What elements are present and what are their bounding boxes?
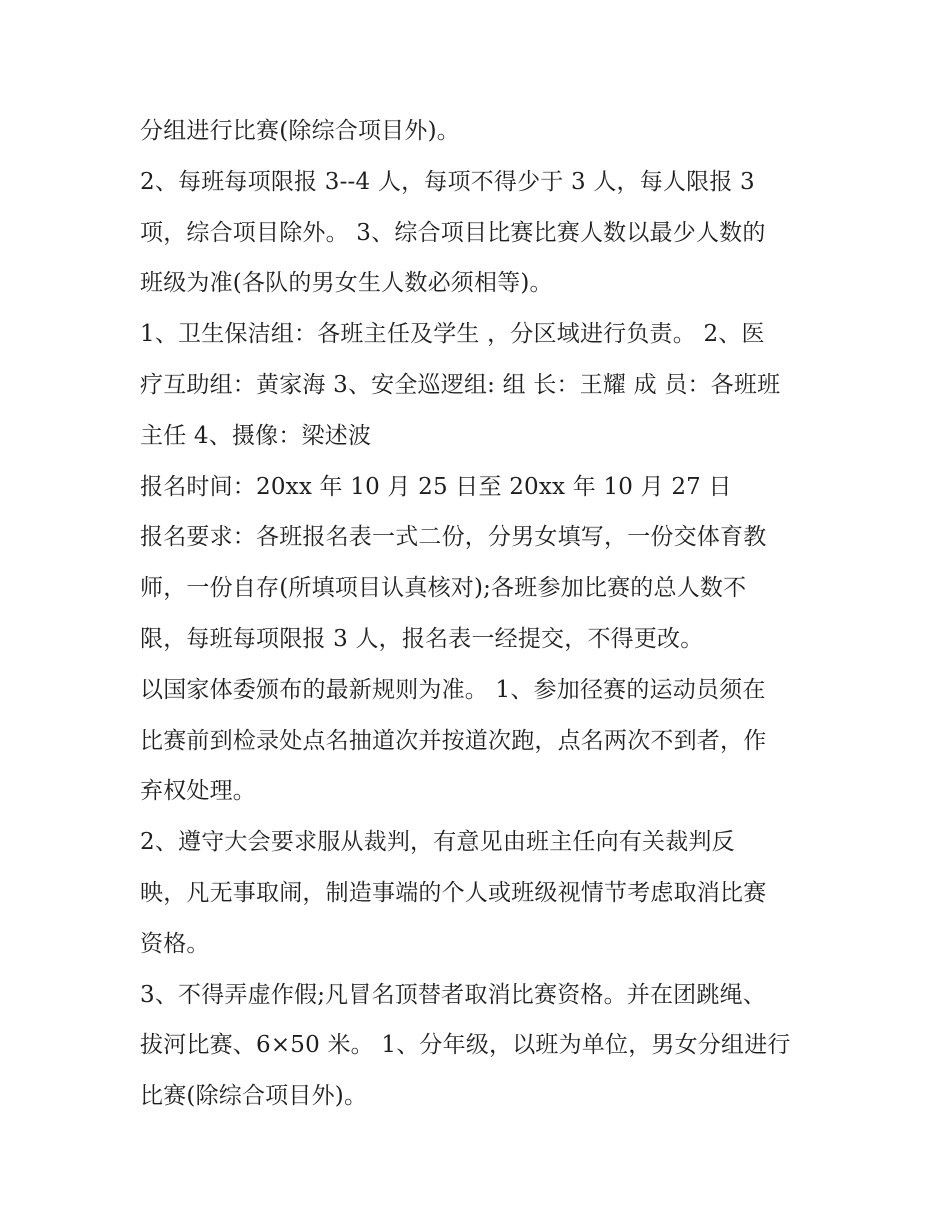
document-body [140,106,830,1122]
text-line: 3、不得弄虚作假;凡冒名顶替者取消比赛资格。并在团跳绳、 [140,981,766,1008]
text-line: 疗互助组：黄家海 3、安全巡逻组: 组 长：王耀 成 员：各班班 [140,371,781,398]
text-line: 师，一份自存(所填项目认真核对);各班参加比赛的总人数不 [140,575,747,602]
text-line: 班级为准(各队的男女生人数必须相等)。 [140,270,553,297]
text-line: 以国家体委颁布的最新规则为准。 1、参加径赛的运动员须在 [140,676,766,703]
text-line: 2、遵守大会要求服从裁判，有意见由班主任向有关裁判反 [140,829,735,856]
text-line: 比赛(除综合项目外)。 [140,1083,368,1110]
text-line: 资格。 [140,930,210,957]
text-line: 2、每班每项限报 3--4 人，每项不得少于 3 人，每人限报 3 [140,168,755,195]
text-line: 报名要求：各班报名表一式二份，分男女填写，一份交体育教 [140,524,767,551]
text-line: 1、卫生保洁组：各班主任及学生 ，分区域进行负责。 2、医 [140,321,765,348]
text-line: 比赛前到检录处点名抽道次并按道次跑，点名两次不到者，作 [140,727,767,754]
text-line: 映，凡无事取闹，制造事端的个人或班级视情节考虑取消比赛 [140,879,767,906]
text-line: 限，每班每项限报 3 人，报名表一经提交，不得更改。 [140,625,704,652]
text-line: 拔河比赛、6×50 米。 1、分年级，以班为单位，男女分组进行 [140,1032,791,1059]
text-line: 分组进行比赛(除综合项目外)。 [140,118,460,144]
text-line: 报名时间：20xx 年 10 月 25 日至 20xx 年 10 月 27 日 [140,473,732,500]
text-line: 弃权处理。 [140,778,256,805]
text-line: 主任 4、摄像：梁述波 [140,422,372,449]
text-line: 项，综合项目除外。 3、综合项目比赛比赛人数以最少人数的 [140,219,766,246]
